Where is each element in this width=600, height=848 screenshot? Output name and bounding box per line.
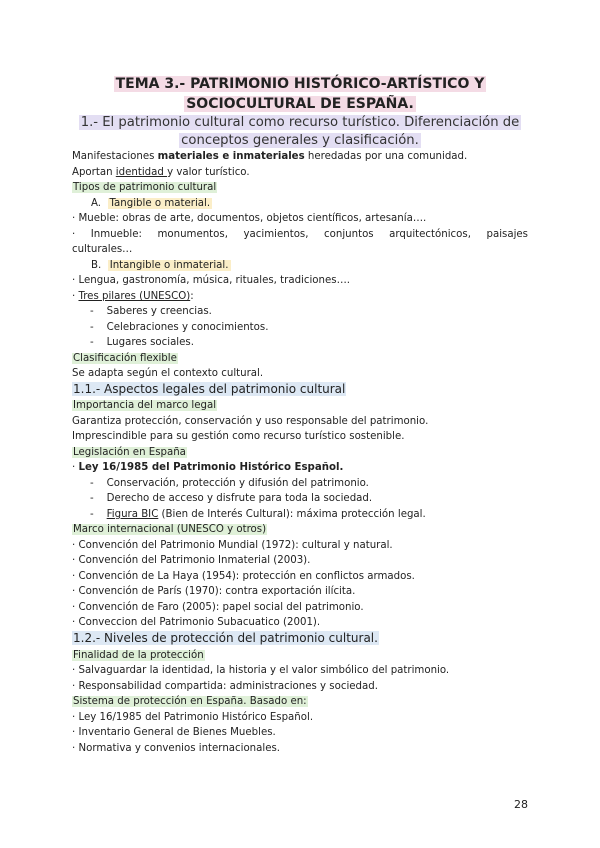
intro-line — [72, 149, 528, 165]
bullet: · — [72, 462, 79, 473]
subheading — [72, 694, 528, 710]
list-item — [72, 460, 528, 476]
text: Celebraciones y conocimientos. — [106, 322, 269, 333]
dash-item — [90, 304, 546, 320]
dash: - — [90, 509, 94, 520]
list-letter-item — [91, 196, 547, 212]
list-item: · Lengua, gastronomía, música, rituales, tradiciones…. — [72, 275, 350, 286]
heading-text: 1.- El patrimonio cultural como recurso turístico. Diferenciación de — [80, 115, 520, 130]
text: Manifestaciones — [72, 151, 158, 162]
subheading-text: Importancia del marco legal — [73, 400, 217, 411]
dash-item — [90, 320, 546, 336]
list-item: · Convención de La Haya (1954): protección en conflictos armados. — [72, 571, 415, 582]
dash: - — [90, 306, 94, 317]
list-item: · Mueble: obras de arte, documentos, objetos científicos, artesanía…. — [72, 213, 427, 224]
body-line: Garantiza protección, conservación y uso responsable del patrimonio. — [72, 416, 429, 427]
section-heading-line1 — [72, 114, 528, 132]
intro-line — [72, 165, 528, 181]
list-item: · Convención de Faro (2005): papel social del patrimonio. — [72, 602, 364, 613]
subheading-text: Tipos de patrimonio cultural — [73, 182, 217, 193]
highlight-text: Tangible o material. — [109, 198, 211, 209]
list-item: · Inventario General de Bienes Muebles. — [72, 727, 276, 738]
dash: - — [90, 478, 94, 489]
list-item: · Responsabilidad compartida: administraciones y sociedad. — [72, 681, 378, 692]
heading-text: 1.1.- Aspectos legales del patrimonio cultural — [73, 382, 346, 396]
dash-item — [90, 476, 546, 492]
dash-item — [90, 507, 546, 523]
subheading — [72, 180, 528, 196]
list-item: · Ley 16/1985 del Patrimonio Histórico Español. — [72, 712, 314, 723]
dash: - — [90, 322, 94, 333]
dash-item — [90, 335, 546, 351]
page-number: 28 — [514, 798, 528, 811]
subheading-text: Finalidad de la protección — [73, 650, 204, 661]
title-text: TEMA 3.- PATRIMONIO HISTÓRICO-ARTÍSTICO Y — [115, 76, 485, 92]
text: Aportan — [72, 167, 116, 178]
list-item: · Inmueble: monumentos, yacimientos, conjuntos arquitectónicos, paisajes — [72, 229, 528, 240]
letter: A. — [91, 198, 102, 209]
subheading-text: Legislación en España — [73, 447, 186, 458]
list-item: · Normativa y convenios internacionales. — [72, 743, 281, 754]
highlight-text: Intangible o inmaterial. — [109, 260, 229, 271]
body-line: Se adapta según el contexto cultural. — [72, 368, 264, 379]
section-heading — [72, 381, 528, 399]
bold-text: Ley 16/1985 del Patrimonio Histórico Español. — [78, 462, 344, 473]
subheading — [72, 445, 528, 461]
subheading — [72, 648, 528, 664]
list-item: · Convención del Patrimonio Inmaterial (2003). — [72, 555, 311, 566]
subheading-text: Marco internacional (UNESCO y otros) — [73, 524, 267, 535]
text: (Bien de Interés Cultural): máxima protección legal. — [158, 509, 426, 520]
subheading-text: Sistema de protección en España. Basado en: — [73, 696, 307, 707]
dash-item — [90, 491, 546, 507]
list-item-cont: culturales… — [72, 244, 133, 255]
body-line: Imprescindible para su gestión como recurso turístico sostenible. — [72, 431, 405, 442]
heading-text: 1.2.- Niveles de protección del patrimonio cultural. — [73, 631, 378, 645]
page-title-line1 — [0, 74, 600, 94]
text: : — [190, 291, 194, 302]
subheading — [72, 351, 528, 367]
list-item — [72, 289, 528, 305]
text: heredadas por una comunidad. — [304, 151, 468, 162]
section-heading — [72, 630, 528, 648]
text: y valor turístico. — [167, 167, 250, 178]
list-letter-item — [91, 258, 547, 274]
underlined-text: identidad — [115, 167, 168, 178]
subheading — [72, 522, 528, 538]
list-item: · Convención de París (1970): contra exportación ilícita. — [72, 586, 356, 597]
subheading-text: Clasificación flexible — [73, 353, 177, 364]
list-item: · Salvaguardar la identidad, la historia y el valor simbólico del patrimonio. — [72, 665, 450, 676]
text: Derecho de acceso y disfrute para toda la sociedad. — [106, 493, 373, 504]
letter: B. — [91, 260, 102, 271]
text: Conservación, protección y difusión del patrimonio. — [106, 478, 369, 489]
list-item: · Convención del Patrimonio Mundial (1972): cultural y natural. — [72, 540, 393, 551]
dash: - — [90, 493, 94, 504]
bullet: · — [72, 291, 79, 302]
underlined-text: Figura BIC — [106, 509, 159, 520]
dash: - — [90, 337, 94, 348]
text: Saberes y creencias. — [106, 306, 212, 317]
title-text: SOCIOCULTURAL DE ESPAÑA. — [186, 96, 414, 112]
section-heading-line2 — [72, 132, 528, 150]
text: Lugares sociales. — [106, 337, 194, 348]
page-title-line2 — [0, 94, 600, 114]
underlined-text: Tres pilares (UNESCO) — [78, 291, 191, 302]
bold-text: materiales e inmateriales — [157, 151, 305, 162]
heading-text: conceptos generales y clasificación. — [181, 133, 419, 148]
list-item: · Conveccion del Patrimonio Subacuatico (2001). — [72, 617, 321, 628]
subheading — [72, 398, 528, 414]
